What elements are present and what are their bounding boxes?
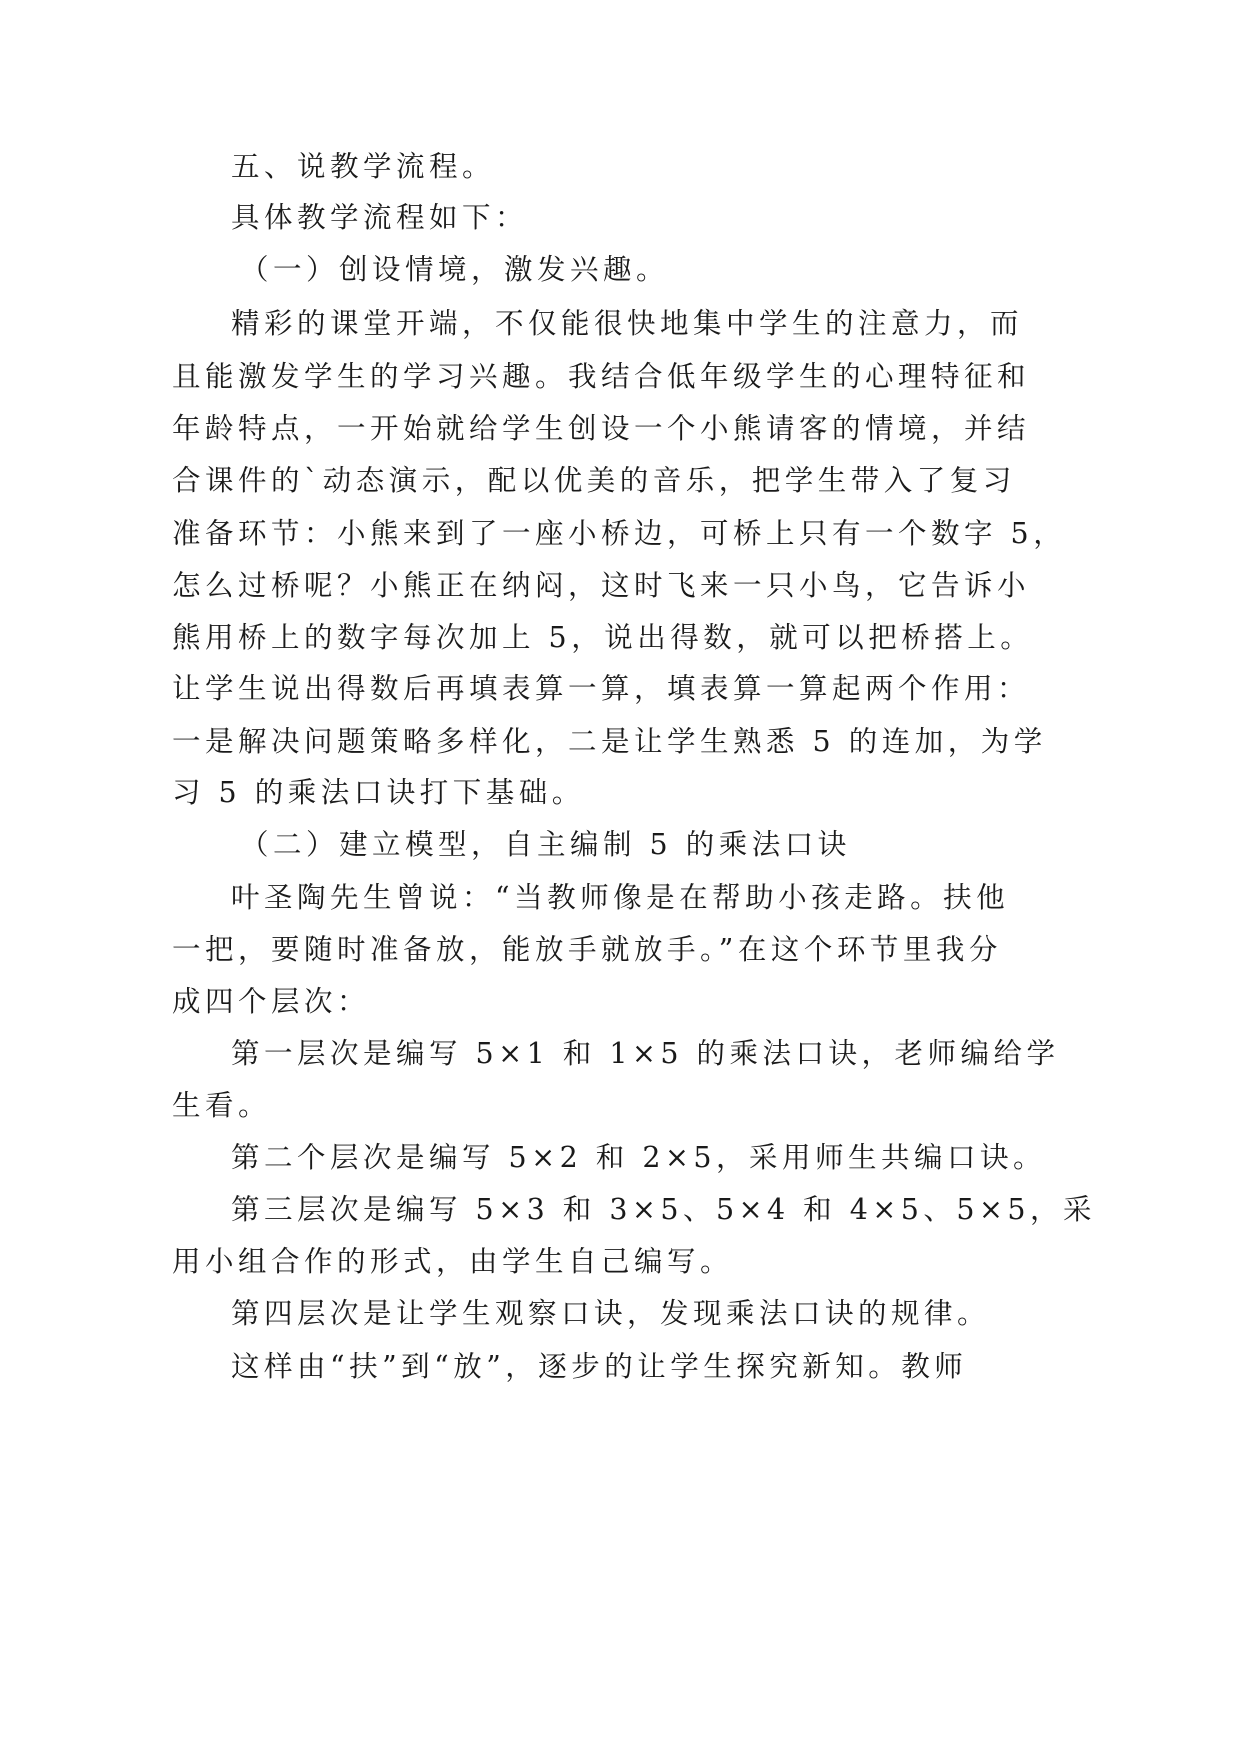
paragraph-line: 第一层次是编写 5×1 和 1×5 的乘法口诀，老师编给学 bbox=[231, 1037, 1060, 1070]
paragraph-line: 成四个层次： bbox=[172, 985, 371, 1018]
paragraph-line: 这样由“扶”到“放”，逐步的让学生探究新知。教师 bbox=[231, 1350, 968, 1383]
paragraph-line: 用小组合作的形式，由学生自己编写。 bbox=[172, 1245, 734, 1278]
paragraph-line: 准备环节：小熊来到了一座小桥边，可桥上只有一个数字 5， bbox=[172, 517, 1067, 550]
paragraph-line: 一是解决问题策略多样化，二是让学生熟悉 5 的连加，为学 bbox=[172, 725, 1047, 758]
section-heading: 五、说教学流程。 bbox=[231, 150, 496, 183]
paragraph-line: 生看。 bbox=[172, 1089, 272, 1122]
paragraph-line: 且能激发学生的学习兴趣。我结合低年级学生的心理特征和 bbox=[172, 360, 1031, 393]
subsection-heading: （一）创设情境，激发兴趣。 bbox=[240, 253, 670, 286]
paragraph-line: 第四层次是让学生观察口诀，发现乘法口诀的规律。 bbox=[231, 1297, 991, 1330]
paragraph-line: 怎么过桥呢？小熊正在纳闷，这时飞来一只小鸟，它告诉小 bbox=[172, 569, 1031, 602]
paragraph-line: 叶圣陶先生曾说：“当教师像是在帮助小孩走路。扶他 bbox=[231, 881, 1010, 914]
paragraph-line: 合课件的`动态演示，配以优美的音乐，把学生带入了复习 bbox=[172, 464, 1016, 497]
paragraph-line: 第三层次是编写 5×3 和 3×5、5×4 和 4×5、5×5，采 bbox=[231, 1193, 1097, 1226]
paragraph-line: 一把，要随时准备放，能放手就放手。”在这个环节里我分 bbox=[172, 933, 1002, 966]
paragraph-line: 熊用桥上的数字每次加上 5，说出得数，就可以把桥搭上。 bbox=[172, 621, 1034, 654]
paragraph-line: 精彩的课堂开端，不仅能很快地集中学生的注意力，而 bbox=[231, 307, 1024, 340]
paragraph-line: 让学生说出得数后再填表算一算，填表算一算起两个作用： bbox=[172, 672, 1031, 705]
paragraph-line: 习 5 的乘法口诀打下基础。 bbox=[172, 776, 585, 809]
paragraph-line: 年龄特点，一开始就给学生创设一个小熊请客的情境，并结 bbox=[172, 412, 1031, 445]
paragraph-line: 第二个层次是编写 5×2 和 2×5，采用师生共编口诀。 bbox=[231, 1141, 1046, 1174]
subsection-heading: （二）建立模型，自主编制 5 的乘法口诀 bbox=[240, 828, 851, 861]
paragraph-line: 具体教学流程如下： bbox=[231, 201, 529, 234]
